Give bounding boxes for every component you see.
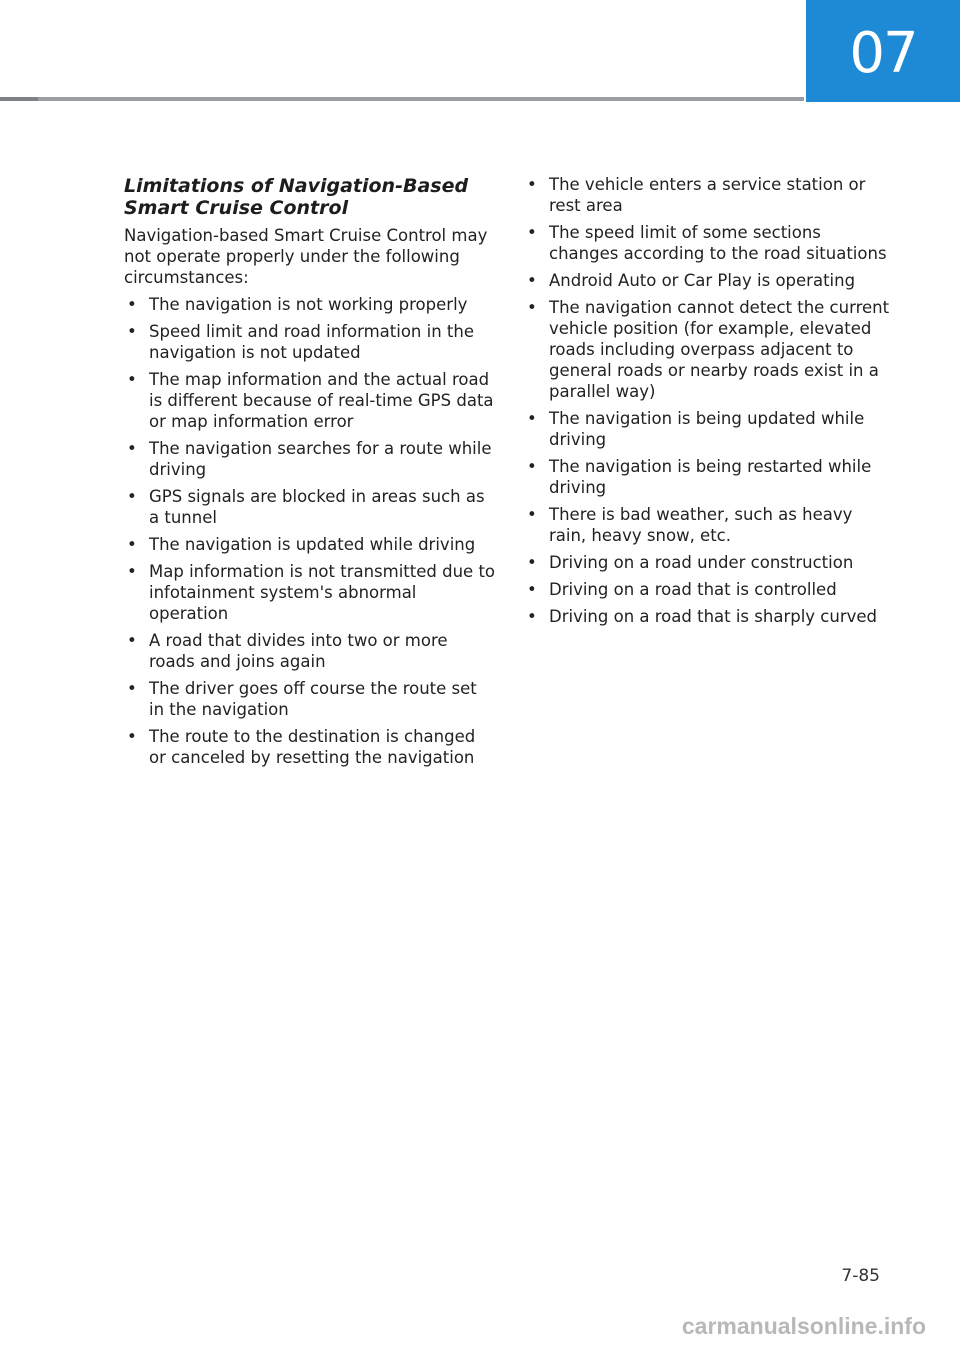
bullet-icon: •	[527, 505, 537, 524]
bullet-icon: •	[127, 562, 137, 581]
bullet-icon: •	[127, 487, 137, 506]
list-item-text: The navigation is being restarted while driving	[549, 457, 872, 497]
bullet-icon: •	[527, 457, 537, 476]
list-item	[124, 726, 496, 768]
list-item-text: The navigation is not working properly	[149, 295, 468, 314]
list-item	[524, 606, 894, 627]
bullet-icon: •	[127, 535, 137, 554]
section-intro: Navigation-based Smart Cruise Control may not operate properly under the following circumstances:	[124, 226, 488, 287]
bullet-icon: •	[127, 439, 137, 458]
bullet-icon: •	[127, 727, 137, 746]
list-item	[524, 297, 894, 402]
bullet-icon: •	[527, 298, 537, 317]
list-item-text: Driving on a road that is controlled	[549, 580, 837, 599]
page-number: 7-85	[841, 1266, 880, 1286]
header-rule	[0, 97, 804, 101]
list-item	[524, 456, 894, 498]
list-item	[124, 321, 496, 363]
section-title: Limitations of Navigation-Based Smart Cruise Control	[124, 175, 469, 219]
list-item-text: Speed limit and road information in the navigation is not updated	[149, 322, 474, 362]
list-item-text: The navigation cannot detect the current vehicle position (for example, elevated roads including overpass adjacent to general roads or nearby roads exist in a parallel way)	[549, 298, 890, 401]
list-item-text: GPS signals are blocked in areas such as a tunnel	[149, 487, 485, 527]
bullet-icon: •	[127, 370, 137, 389]
list-item-text: A road that divides into two or more roads and joins again	[149, 631, 448, 671]
list-item	[524, 270, 894, 291]
bullet-icon: •	[127, 631, 137, 650]
list-item	[124, 534, 496, 555]
list-item-text: The navigation is updated while driving	[149, 535, 476, 554]
right-bullet-list	[524, 174, 894, 633]
list-item	[524, 504, 894, 546]
list-item-text: Map information is not transmitted due to infotainment system's abnormal operation	[149, 562, 496, 623]
bullet-icon: •	[127, 679, 137, 698]
list-item	[524, 174, 894, 216]
list-item-text: The driver goes off course the route set in the navigation	[149, 679, 477, 719]
list-item	[124, 486, 496, 528]
chapter-tab: 07	[806, 0, 960, 102]
list-item	[124, 561, 496, 624]
header-rule-accent	[0, 97, 38, 101]
list-item-text: The speed limit of some sections changes according to the road situations	[549, 223, 887, 263]
list-item	[124, 369, 496, 432]
list-item-text: There is bad weather, such as heavy rain, heavy snow, etc.	[549, 505, 853, 545]
list-item	[124, 294, 496, 315]
list-item-text: The map information and the actual road is different because of real-time GPS data or map information error	[149, 370, 494, 431]
bullet-icon: •	[527, 607, 537, 626]
list-item	[524, 579, 894, 600]
bullet-icon: •	[127, 322, 137, 341]
list-item	[524, 552, 894, 573]
bullet-icon: •	[527, 580, 537, 599]
list-item-text: The vehicle enters a service station or rest area	[549, 175, 866, 215]
bullet-icon: •	[127, 295, 137, 314]
list-item-text: The navigation is being updated while driving	[549, 409, 865, 449]
list-item-text: The navigation searches for a route while driving	[149, 439, 492, 479]
list-item	[524, 408, 894, 450]
bullet-icon: •	[527, 409, 537, 428]
list-item	[124, 678, 496, 720]
bullet-icon: •	[527, 271, 537, 290]
list-item-text: Driving on a road under construction	[549, 553, 854, 572]
list-item-text: Android Auto or Car Play is operating	[549, 271, 856, 290]
watermark-text: carmanualsonline.info	[681, 1313, 926, 1339]
bullet-icon: •	[527, 223, 537, 242]
list-item-text: Driving on a road that is sharply curved	[549, 607, 877, 626]
bullet-icon: •	[527, 553, 537, 572]
bullet-icon: •	[527, 175, 537, 194]
list-item	[124, 630, 496, 672]
left-bullet-list	[124, 294, 496, 774]
list-item	[524, 222, 894, 264]
list-item-text: The route to the destination is changed or canceled by resetting the navigation	[149, 727, 476, 767]
list-item	[124, 438, 496, 480]
